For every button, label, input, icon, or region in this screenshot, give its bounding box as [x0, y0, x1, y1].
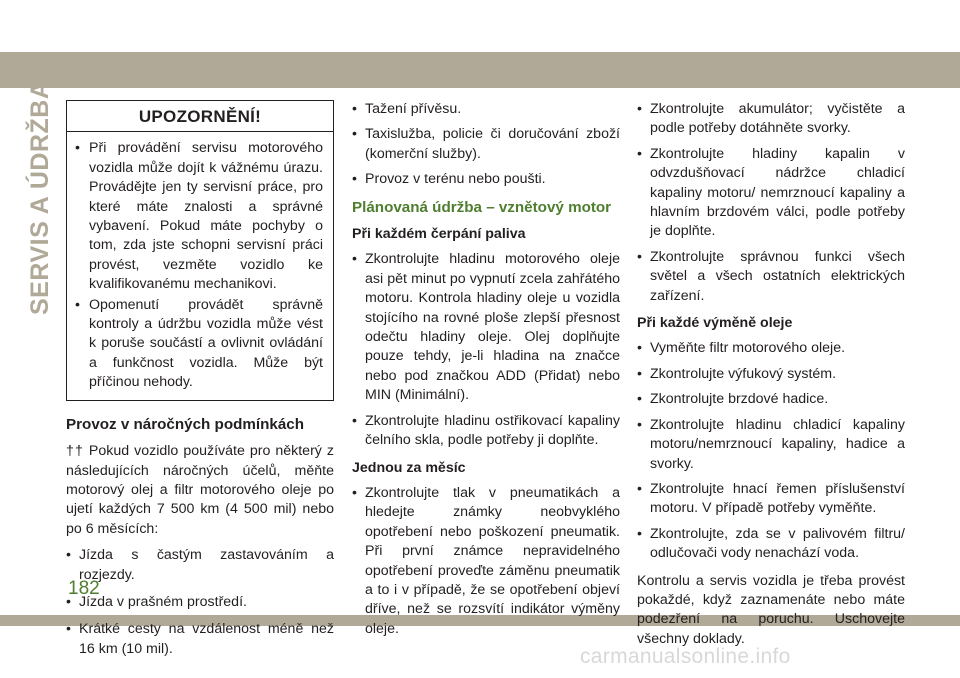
list-item: • Taxislužba, policie či doručování zboží (komerční služby). — [352, 125, 620, 164]
list-item: • Zkontrolujte hladinu motorového oleje asi pět minut po vypnutí zcela zahřátého motoru. Kontrola hladiny oleje u vozidla stojícího na rovné ploše zlepší přesnost odečtu hladiny oleje. Olej doplňujte pouze tehdy, je-li hladina na značce nebo pod značkou ADD (Přidat) nebo MIN (Minimální). — [352, 250, 620, 405]
list-item: • Zkontrolujte hnací řemen příslušenství motoru. V případě potřeby vyměňte. — [637, 480, 905, 519]
list-item: • Krátké cesty na vzdálenost méně než 16 km (10 mil). — [66, 620, 334, 659]
column-1 — [66, 100, 334, 665]
closing-paragraph: Kontrolu a servis vozidla je třeba provést pokaždé, když zaznamenáte nebo máte podezření na poruchu. Uschovejte všechny doklady. — [637, 572, 905, 647]
severe-conditions-intro: †† Pokud vozidlo používáte pro některý z následujících náročných účelů, měňte motorový olej a filtr motorového oleje po ujetí každých 7 500 km (4 500 mil) nebo po 6 měsících: — [66, 443, 334, 537]
top-margin — [0, 0, 960, 42]
page-number: 182 — [68, 578, 100, 599]
warning-item: • Při provádění servisu motorového vozidla může dojít k vážnému úrazu. Provádějte jen ty servisní práce, pro které máte znalosti a správné vybavení. Pokud máte pochyby o tom, zda jste schopni servisní práci provést, vezměte vozidlo ke kvalifikovanému mechanikovi. — [75, 139, 323, 294]
list-item: • Tažení přívěsu. — [352, 100, 620, 119]
fuel-stop-list — [352, 250, 620, 450]
planned-maintenance-heading: Plánovaná údržba – vznětový motor — [352, 198, 612, 216]
section-side-label: SERVIS A ÚDRŽBA — [26, 80, 54, 315]
list-item: • Jízda v prašném prostředí. — [66, 593, 334, 612]
column-2 — [352, 100, 620, 645]
warning-title: UPOZORNĚNÍ! — [67, 101, 333, 132]
warning-box — [66, 100, 334, 401]
column-3 — [637, 100, 905, 656]
list-item: • Zkontrolujte hladinu chladicí kapaliny motoru/nemrznoucí kapaliny, hadice a svorky. — [637, 416, 905, 474]
watermark-text: carmanualsonline.info — [580, 645, 791, 668]
monthly-subheading: Jednou za měsíc — [352, 459, 466, 476]
list-item: • Provoz v terénu nebo poušti. — [352, 170, 620, 189]
list-item: • Zkontrolujte, zda se v palivovém filtru/ odlučovači vody nenachází voda. — [637, 525, 905, 564]
oil-change-subheading: Při každé výměně oleje — [637, 315, 793, 332]
severe-conditions-list — [66, 546, 334, 659]
monthly-list — [352, 484, 620, 639]
warning-list — [67, 137, 333, 399]
warning-item: • Opomenutí provádět správně kontroly a údržbu vozidla může vést k poruše součástí a ovlivnit ovládání a funkčnost vozidla. Může být příčinou nehody. — [75, 296, 323, 393]
list-item: • Zkontrolujte hladiny kapalin v odvzdušňovací nádržce chladicí kapaliny motoru/ nemrznoucí kapaliny a hlavním brzdovém válci, podle potřeby je doplňte. — [637, 145, 905, 242]
list-item: • Zkontrolujte tlak v pneumatikách a hledejte známky neobvyklého opotřebení nebo poškození pneumatik. Při první známce nepravidelného opotřebení proveďte záměnu pneumatik a to i v případě, že se opotřebení objeví dříve, než se rozsvítí indikátor výměny oleje. — [352, 484, 620, 639]
severe-conditions-heading: Provoz v náročných podmínkách — [66, 415, 304, 433]
fuel-stop-subheading: Při každém čerpání paliva — [352, 226, 526, 243]
list-item: • Zkontrolujte výfukový systém. — [637, 365, 905, 384]
oil-change-list — [637, 339, 905, 563]
list-item: • Jízda s častým zastavováním a rozjezdy. — [66, 546, 334, 585]
severe-conditions-list-cont — [352, 100, 620, 190]
list-item: • Zkontrolujte akumulátor; vyčistěte a podle potřeby dotáhněte svorky. — [637, 100, 905, 139]
list-item: • Zkontrolujte správnou funkci všech světel a všech ostatních elektrických zařízení. — [637, 248, 905, 306]
list-item: • Zkontrolujte brzdové hadice. — [637, 390, 905, 409]
list-item: • Zkontrolujte hladinu ostřikovací kapaliny čelního skla, podle potřeby ji doplňte. — [352, 412, 620, 451]
header-bar — [0, 52, 960, 88]
monthly-list-cont — [637, 100, 905, 306]
list-item: • Vyměňte filtr motorového oleje. — [637, 339, 905, 358]
